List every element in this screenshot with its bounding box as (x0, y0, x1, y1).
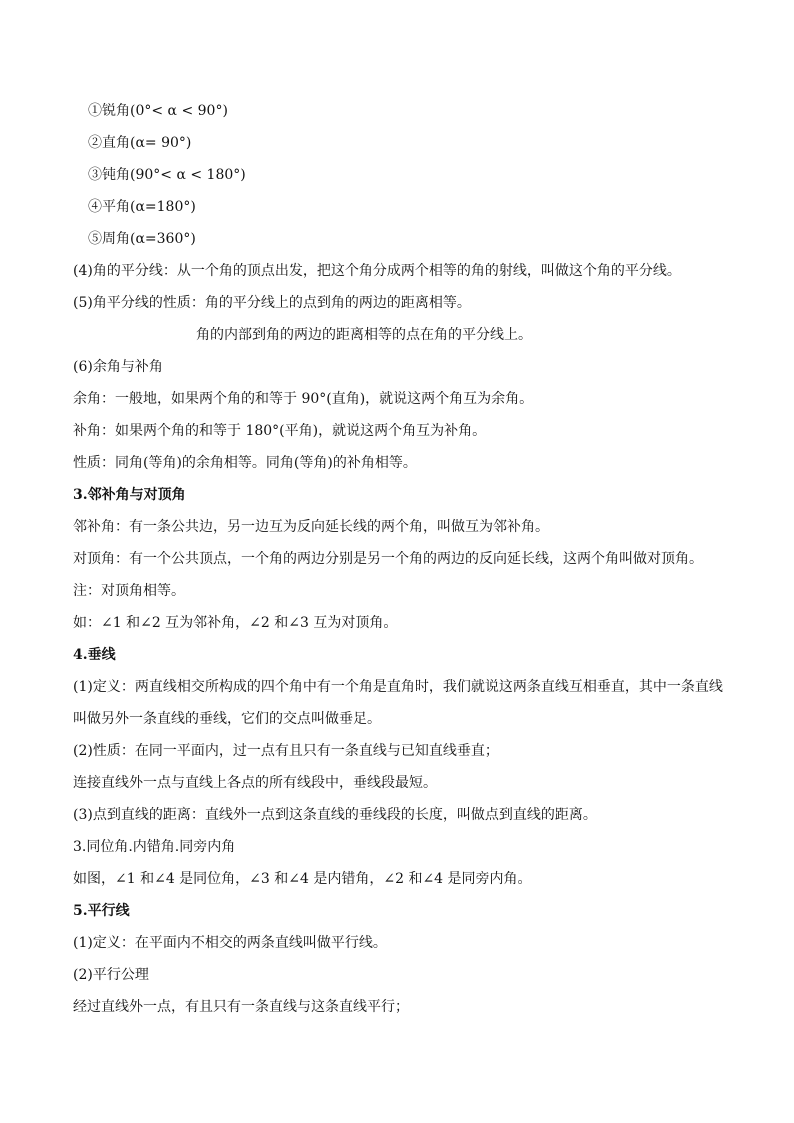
point-line-distance: (3)点到直线的距离：直线外一点到这条直线的垂线段的长度，叫做点到直线的距离。 (73, 807, 597, 823)
corresponding-angles-subheading: 3.同位角.内错角.同旁内角 (73, 839, 236, 855)
bisector-property: (5)角平分线的性质：角的平分线上的点到角的两边的距离相等。 (73, 295, 471, 311)
perpendicular-definition-line1: (1)定义：两直线相交所构成的四个角中有一个角是直角时，我们就说这两条直线互相垂直，其中一条直线 (73, 679, 723, 695)
section-4-heading: 4.垂线 (73, 647, 116, 663)
section-5-heading: 5.平行线 (73, 903, 130, 919)
angle-example: 如：∠1 和∠2 互为邻补角，∠2 和∠3 互为对顶角。 (73, 615, 398, 631)
angle-type-right: ②直角(α= 90°) (88, 135, 192, 151)
bisector-definition: (4)角的平分线：从一个角的顶点出发，把这个角分成两个相等的角的射线，叫做这个角的平分线。 (73, 263, 681, 279)
angle-type-round: ⑤周角(α=360°) (88, 231, 196, 247)
angle-type-obtuse: ③钝角(90°< α < 180°) (88, 167, 246, 183)
parallel-axiom: 经过直线外一点，有且只有一条直线与这条直线平行； (73, 999, 409, 1015)
perpendicular-property-line2: 连接直线外一点与直线上各点的所有线段中，垂线段最短。 (73, 775, 437, 791)
angle-type-straight: ④平角(α=180°) (88, 199, 196, 215)
parallel-definition: (1)定义：在平面内不相交的两条直线叫做平行线。 (73, 935, 387, 951)
complement-property: 性质：同角(等角)的余角相等。同角(等角)的补角相等。 (73, 455, 417, 471)
section-3-heading: 3.邻补角与对顶角 (73, 487, 186, 503)
complement-heading: (6)余角与补角 (73, 359, 163, 375)
angle-type-acute: ①锐角(0°< α < 90°) (88, 103, 228, 119)
perpendicular-property-line1: (2)性质：在同一平面内，过一点有且只有一条直线与已知直线垂直； (73, 743, 499, 759)
supplementary-angle-definition: 补角：如果两个角的和等于 180°(平角)，就说这两个角互为补角。 (73, 423, 487, 439)
complementary-angle-definition: 余角：一般地，如果两个角的和等于 90°(直角)，就说这两个角互为余角。 (73, 391, 534, 407)
vertical-angle-note: 注：对顶角相等。 (73, 583, 185, 599)
bisector-property-converse: 角的内部到角的两边的距离相等的点在角的平分线上。 (196, 327, 532, 343)
adjacent-angle-definition: 邻补角：有一条公共边，另一边互为反向延长线的两个角，叫做互为邻补角。 (73, 519, 549, 535)
parallel-axiom-heading: (2)平行公理 (73, 967, 149, 983)
vertical-angle-definition: 对顶角：有一个公共顶点，一个角的两边分别是另一个角的两边的反向延长线，这两个角叫做对顶角。 (73, 551, 703, 567)
corresponding-angles-example: 如图，∠1 和∠4 是同位角，∠3 和∠4 是内错角，∠2 和∠4 是同旁内角。 (73, 871, 532, 887)
perpendicular-definition-line2: 叫做另外一条直线的垂线，它们的交点叫做垂足。 (73, 711, 381, 727)
